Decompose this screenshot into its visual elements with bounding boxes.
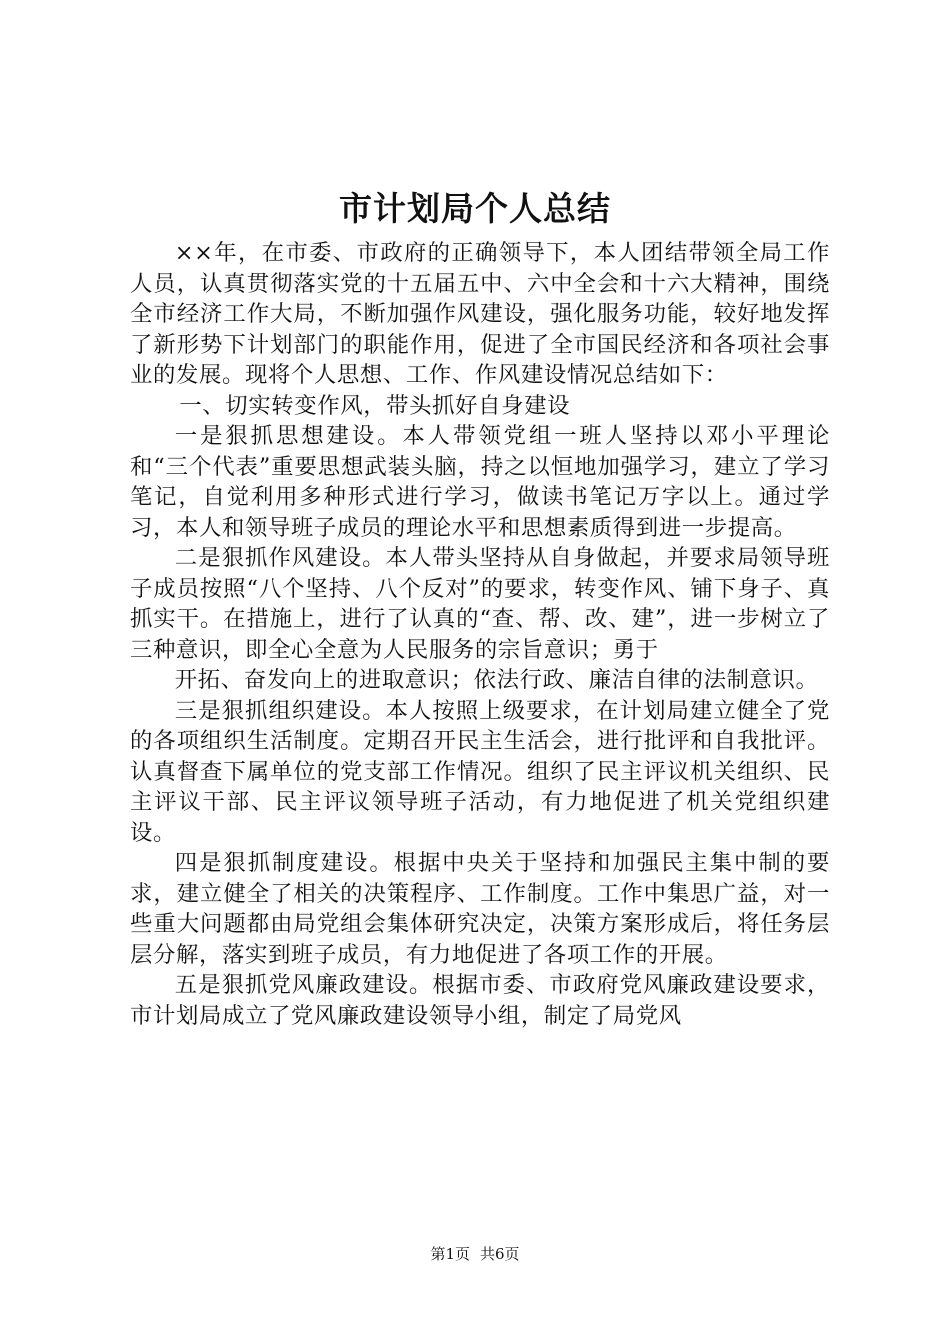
paragraph-style-building: 二是狠抓作风建设。本人带头坚持从自身做起，并要求局领导班子成员按照“八个坚持、八个反对”的要求，转变作风、铺下身子、真抓实干。在措施上，进行了认真的“查、帮、改、建”，进一步树立了三种意识，即全心全意为人民服务的宗旨意识；勇于 [130,545,830,663]
page-footer [0,1243,950,1265]
paragraph-organization-building: 三是狠抓组织建设。本人按照上级要求，在计划局建立健全了党的各项组织生活制度。定期召开民主生活会，进行批评和自我批评。认真督查下属单位的党支部工作情况。组织了民主评议机关组织、民主评议干部、民主评议领导班子活动，有力地促进了机关党组织建设。 [130,697,830,846]
paragraph-integrity-building: 五是狠抓党风廉政建设。根据市委、市政府党风廉政建设要求，市计划局成立了党风廉政建设领导小组，制定了局党风 [130,972,830,1029]
paragraph-intro: ××年，在市委、市政府的正确领导下，本人团结带领全局工作人员，认真贯彻落实党的十五届五中、六中全会和十六大精神，围绕全市经济工作大局，不断加强作风建设，强化服务功能，较好地发挥了新形势下计划部门的职能作用，促进了全市国民经济和各项社会事业的发展。现将个人思想、工作、作风建设情况总结如下： [130,240,830,388]
page-total: 共6页 [480,1245,520,1263]
document-title: 市计划局个人总结 [339,189,611,228]
paragraph-style-building-continued: 开拓、奋发向上的进取意识；依法行政、廉洁自律的法制意识。 [174,667,819,693]
page-number: 第1页 [430,1245,470,1263]
document-body [130,238,830,1031]
paragraph-thought-building: 一是狠抓思想建设。本人带领党组一班人坚持以邓小平理论和“三个代表”重要思想武装头脑，持之以恒地加强学习，建立了学习笔记，自觉利用多种形式进行学习，做读书笔记万字以上。通过学习，本人和领导班子成员的理论水平和思想素质得到进一步提高。 [130,423,830,541]
paragraph-system-building: 四是狠抓制度建设。根据中央关于坚持和加强民主集中制的要求，建立健全了相关的决策程序、工作制度。工作中集思广益，对一些重大问题都由局党组会集体研究决定，决策方案形成后，将任务层层分解，落实到班子成员，有力地促进了各项工作的开展。 [130,850,830,968]
section-heading-1: 一、切实转变作风，带头抓好自身建设 [179,392,571,419]
